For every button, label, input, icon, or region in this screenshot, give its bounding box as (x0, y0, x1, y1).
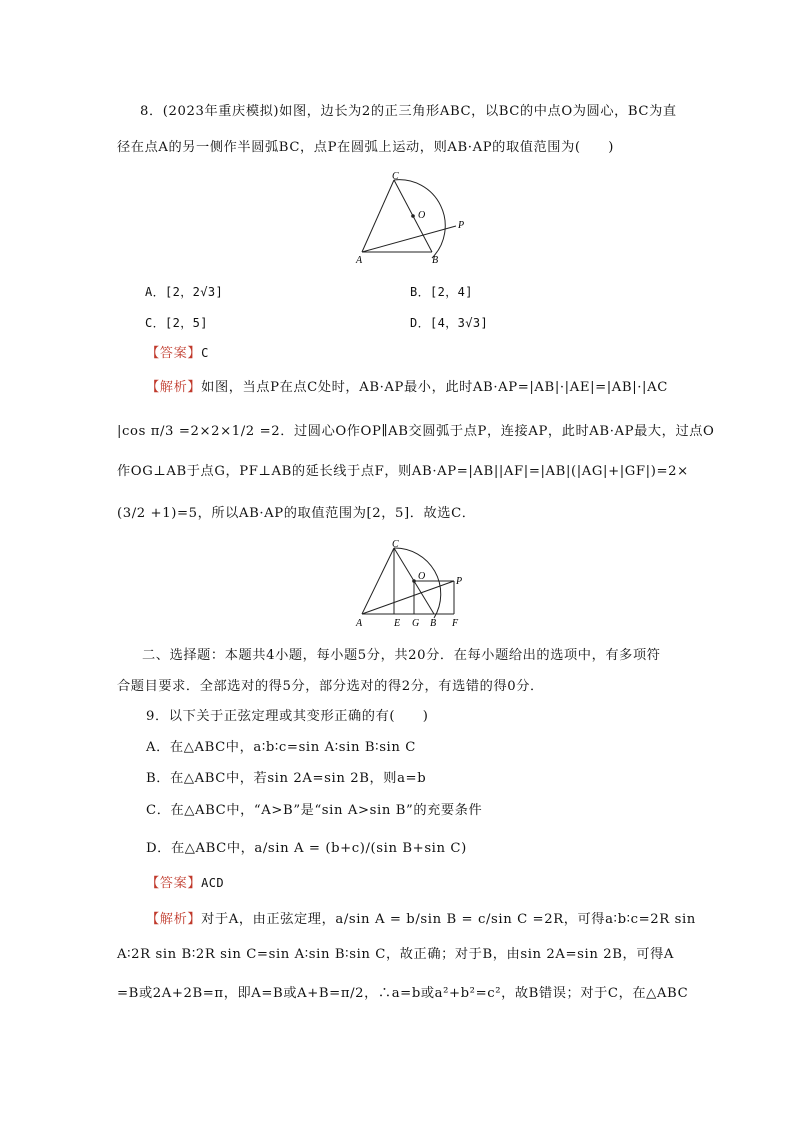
q9-option-a: A．在△ABC中，a∶b∶c=sin A∶sin B∶sin C (146, 740, 416, 755)
q8-analysis-line2: |cos π/3 =2×2×1/2 =2．过圆心O作OP∥AB交圆弧于点P，连接AP，此时AB·AP最大，过点O (117, 424, 715, 439)
q8-answer (146, 344, 209, 363)
q8-analysis-text-1: 如图，当点P在点C处时，AB·AP最小，此时AB·AP=|AB|·|AE|=|AB|·|AC (201, 380, 668, 395)
section2-line2: 合题目要求．全部选对的得5分，部分选对的得2分，有选错的得0分． (117, 679, 544, 694)
fig2-label-b: B (430, 618, 437, 629)
q9-analysis-line1 (146, 911, 696, 929)
fig2-label-o: O (418, 571, 426, 582)
q8-figure (352, 170, 470, 266)
q8-analysis-figure (352, 538, 470, 630)
q9-analysis-tag: 【解析】 (146, 912, 202, 927)
fig2-label-p: P (456, 576, 463, 587)
fig1-label-b: B (432, 255, 439, 266)
fig1-label-o: O (418, 210, 426, 221)
q8-option-b: B．[2，4] (410, 285, 473, 299)
q9-option-d: D．在△ABC中，a/sin A = (b+c)/(sin B+sin C) (146, 841, 467, 856)
q8-stem-line2: 径在点A的另一侧作半圆弧BC，点P在圆弧上运动，则AB·AP的取值范围为( ) (117, 140, 614, 155)
q8-option-a: A．[2，2√3] (145, 285, 224, 299)
q9-analysis-line2: A∶2R sin B∶2R sin C=sin A∶sin B∶sin C，故正确；对于B，由sin 2A=sin 2B，可得A (117, 947, 675, 962)
q9-option-b: B．在△ABC中，若sin 2A=sin 2B，则a=b (146, 771, 427, 786)
q8-analysis-tag: 【解析】 (146, 380, 202, 395)
q8-analysis-line1 (146, 379, 668, 397)
q8-analysis-line4: (3/2 +1)=5，所以AB·AP的取值范围为[2，5]．故选C． (117, 506, 476, 521)
q9-stem: 9．以下关于正弦定理或其变形正确的有( ) (146, 709, 429, 724)
q9-option-c: C．在△ABC中，“A>B”是“sin A>sin B”的充要条件 (146, 803, 483, 818)
q9-answer-value: ACD (201, 876, 225, 890)
q8-answer-value: C (201, 346, 209, 360)
q8-analysis-line3: 作OG⊥AB于点G，PF⊥AB的延长线于点F，则AB·AP=|AB||AF|=|AB|(|AG|+|GF|)=2× (117, 464, 689, 479)
fig2-label-e: E (394, 618, 401, 629)
fig1-label-p: P (458, 220, 465, 231)
fig1-label-c: C (392, 171, 399, 182)
q8-stem-line1: 8．(2023年重庆模拟)如图，边长为2的正三角形ABC，以BC的中点O为圆心，BC为直 (140, 104, 677, 119)
section2-line1: 二、选择题：本题共4小题，每小题5分，共20分．在每小题给出的选项中，有多项符 (142, 648, 661, 663)
q9-answer-tag: 【答案】 (146, 876, 202, 891)
fig2-label-f: F (452, 618, 459, 629)
fig2-label-a: A (356, 618, 363, 629)
q9-answer (146, 874, 224, 893)
q8-option-d: D．[4，3√3] (410, 316, 489, 330)
q9-analysis-text-1: 对于A，由正弦定理，a/sin A = b/sin B = c/sin C =2R，可得a∶b∶c=2R sin (201, 912, 696, 927)
q8-option-c: C．[2，5] (145, 316, 208, 330)
fig2-label-c: C (392, 539, 399, 550)
q8-answer-tag: 【答案】 (146, 346, 202, 361)
fig2-label-g: G (412, 618, 420, 629)
q9-analysis-line3: =B或2A+2B=π，即A=B或A+B=π/2，∴a=b或a²+b²=c²，故B错误；对于C，在△ABC (117, 986, 689, 1001)
fig1-label-a: A (356, 255, 363, 266)
